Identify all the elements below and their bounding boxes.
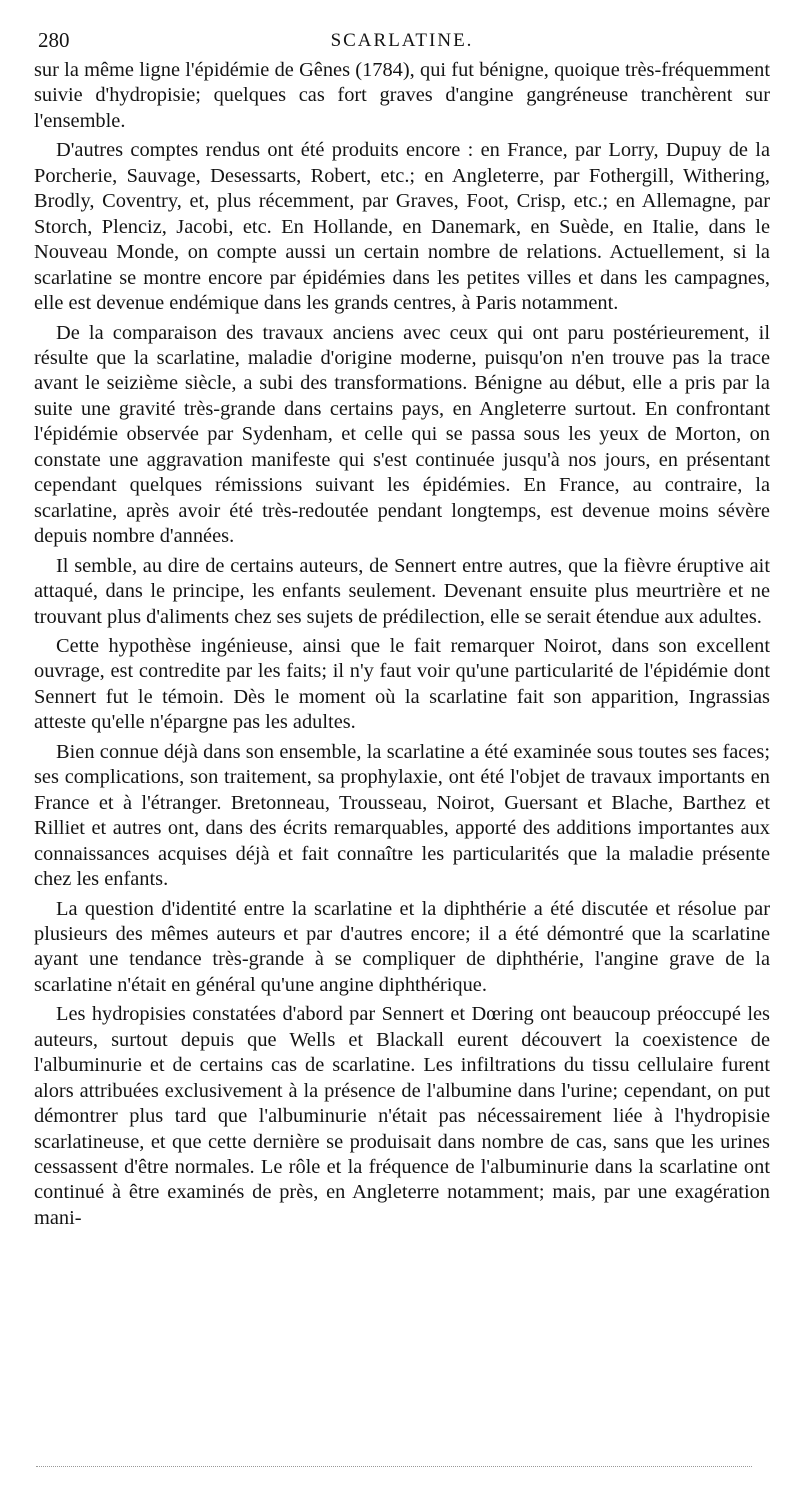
body-text: [34, 58, 770, 1231]
paragraph: Bien connue déjà dans son ensemble, la scarlatine a été examinée sous toutes ses faces; ses complications, son traitement, sa prophylaxie, ont été l'objet de travaux importants en France et à l'étranger. Bretonneau, Trousseau, Noirot, Guersant et Blache, Barthez et Rilliet et autres ont, dans des écrits remarquables, apporté des additions importantes aux connaissances acquises déjà et fait connaître les particularités que la maladie présente chez les enfants.: [34, 740, 770, 891]
paragraph: Cette hypothèse ingénieuse, ainsi que le fait remarquer Noirot, dans son excellent ouvrage, est contredite par les faits; il n'y faut voir qu'une particularité de l'épidémie dont Sennert fut le témoin. Dès le moment où la scarlatine fait son apparition, Ingrassias atteste qu'elle n'épargne pas les adultes.: [34, 634, 770, 734]
paragraph: De la comparaison des travaux anciens avec ceux qui ont paru postérieurement, il résulte que la scarlatine, maladie d'origine moderne, puisqu'on n'en trouve pas la trace avant le seizième siècle, a subi des transformations. Bénigne au début, elle a pris par la suite une gravité très-grande dans certains pays, en Angleterre surtout. En confrontant l'épidémie observée par Sydenham, et celle qui se passa sous les yeux de Morton, on constate une aggravation manifeste qui s'est continuée jusqu'à nos jours, en présentant cependant quelques rémissions suivant les épidémies. En France, au contraire, la scarlatine, après avoir été très-redoutée pendant longtemps, est devenue moins sévère depuis nombre d'années.: [34, 321, 770, 548]
paragraph: sur la même ligne l'épidémie de Gênes (1784), qui fut bénigne, quoique très-fréquemment suivie d'hydropisie; quelques cas fort graves d'angine gangréneuse tranchèrent sur l'ensemble.: [34, 59, 770, 132]
page-number: 280: [38, 28, 70, 52]
paragraph: Il semble, au dire de certains auteurs, de Sennert entre autres, que la fièvre éruptive ait attaqué, dans le principe, les enfants seulement. Devenant ensuite plus meurtrière et ne trouvant plus d'aliments chez ses sujets de prédilection, elle se serait étendue aux adultes.: [34, 554, 770, 628]
paragraph: D'autres comptes rendus ont été produits encore : en France, par Lorry, Dupuy de la Porcherie, Sauvage, Desessarts, Robert, etc.; en Angleterre, par Fothergill, Withering, Brodly, Coventry, et, plus récemment, par Graves, Foot, Crisp, etc.; en Allemagne, par Storch, Plenciz, Jacobi, etc. En Hollande, en Danemark, en Suède, en Italie, dans le Nouveau Monde, on compte aussi un certain nombre de relations. Actuellement, si la scarlatine se montre encore par épidémies dans les petites villes et dans les campagnes, elle est devenue endémique dans les grands centres, à Paris notamment.: [34, 139, 770, 315]
page-header: [34, 22, 770, 58]
paragraph: Les hydropisies constatées d'abord par Sennert et Dœring ont beaucoup préoccupé les auteurs, surtout depuis que Wells et Blackall eurent découvert la coexistence de l'albuminurie et de certains cas de scarlatine. Les infiltrations du tissu cellulaire furent alors attribuées exclusivement à la présence de l'albumine dans l'urine; cependant, on put démontrer plus tard que l'albuminurie n'était pas nécessairement liée à l'hydropisie scarlatineuse, et que cette dernière se produisait dans nombre de cas, sans que les urines cessassent d'être normales. Le rôle et la fréquence de l'albuminurie dans la scarlatine ont continué à être examinés de près, en Angleterre notamment; mais, par une exagération mani-: [34, 1003, 770, 1229]
paragraph: La question d'identité entre la scarlatine et la diphthérie a été discutée et résolue par plusieurs des mêmes auteurs et par d'autres encore; il a été démontré que la scarlatine ayant une tendance très-grande à se compliquer de diphthérie, l'angine grave de la scarlatine n'était en général qu'une angine diphthérique.: [34, 897, 770, 996]
page: [34, 22, 770, 1235]
running-title: SCARLATINE.: [330, 30, 474, 51]
footer-divider: [36, 1466, 752, 1467]
